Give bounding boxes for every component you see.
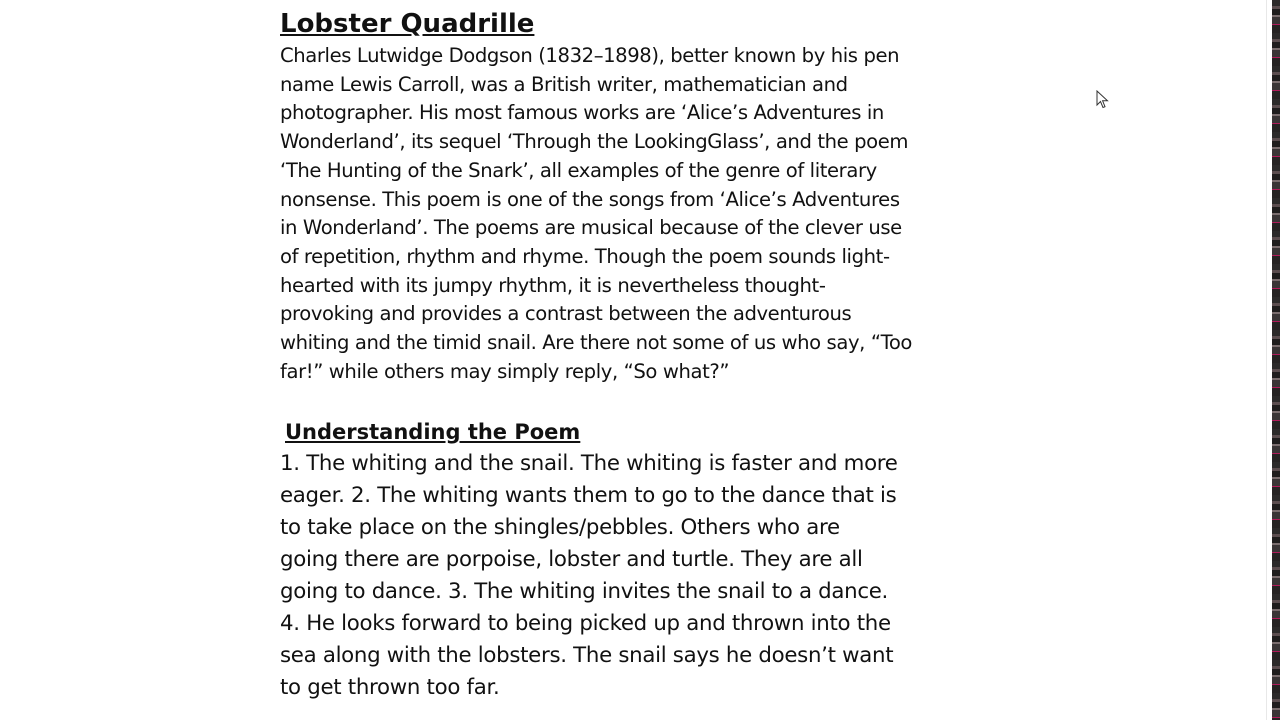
answers-paragraph: 1. The whiting and the snail. The whiting is faster and more eager. 2. The whiting wants them to go to the dance that is to take place on the shingles/pebbles. Others who are going there are porpoise, lobster and turtle. They are all going to dance. 3. The whiting invites the snail to a dance. 4. He looks forward to being picked up and thrown into the sea along with the lobsters. The snail says he doesn’t want to get thrown too far.: [280, 451, 898, 700]
mouse-pointer-icon: [1096, 90, 1110, 110]
document-title: Lobster Quadrille: [280, 9, 535, 39]
section-heading: Understanding the Poem: [285, 420, 581, 444]
page-edge-divider: [1266, 0, 1267, 720]
intro-paragraph: Charles Lutwidge Dodgson (1832–1898), better known by his pen name Lewis Carroll, was a British writer, mathematician and photographer. His most famous works are ‘Alice’s Adventures in Wonderland’, its sequel ‘Through the LookingGlass’, and the poem ‘The Hunting of the Snark’, all examples of the genre of literary nonsense. This poem is one of the songs from ‘Alice’s Adventures in Wonderland’. The poems are musical because of the clever use of repetition, rhythm and rhyme. Though the poem sounds light-hearted with its jumpy rhythm, it is nevertheless thought-provoking and provides a contrast between the adventurous whiting and the timid snail. Are there not some of us who say, “Too far!” while others may simply reply, “So what?”: [280, 44, 912, 383]
window-edge-strip: [1272, 0, 1280, 720]
